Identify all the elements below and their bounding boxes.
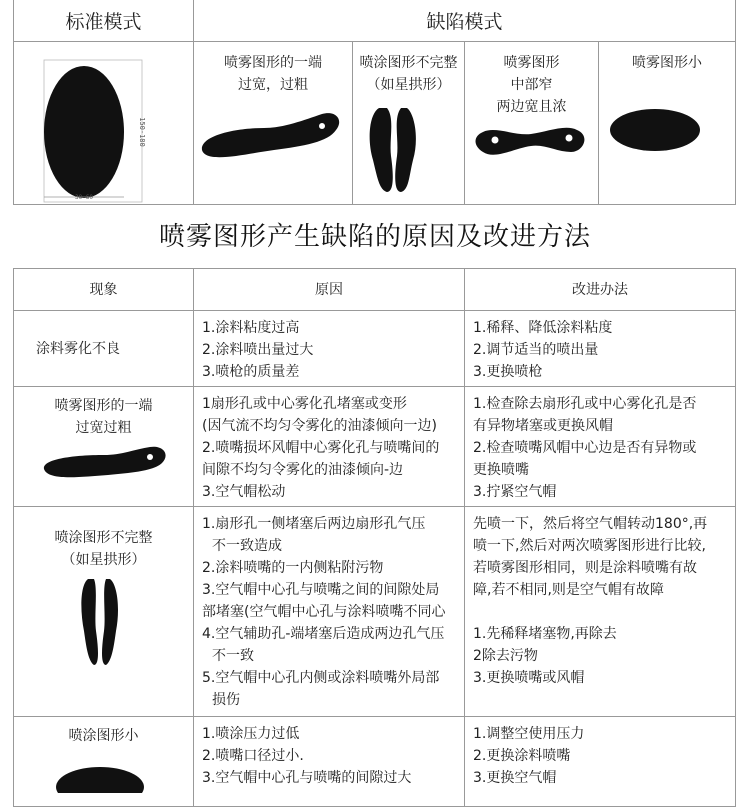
standard-pattern-header: 标准模式 <box>14 0 194 42</box>
fix-cell <box>465 717 736 807</box>
defect-caption-line: 过宽，过粗 <box>238 77 308 93</box>
cause-line: 间隙不均匀令雾化的油漆倾向-边 <box>202 462 404 478</box>
narrow-middle-pattern-illustration <box>465 122 597 162</box>
cause-line: 2.喷嘴口径过小. <box>202 748 304 764</box>
defect-caption-line: 两边宽且浓 <box>496 99 567 115</box>
table-row <box>14 717 736 807</box>
fix-cell <box>465 311 736 387</box>
fix-line: 2.检查喷嘴风帽中心边是否有异物或 <box>473 440 697 456</box>
cause-line: 2.涂料喷出量过大 <box>202 342 314 358</box>
fix-line: 3.拧紧空气帽 <box>473 484 557 500</box>
defect-narrow-middle-cell <box>465 42 599 205</box>
defect-caption-line: 喷涂图形不完整 <box>359 55 458 71</box>
table-row <box>14 507 736 717</box>
cause-line: 3.喷枪的质量差 <box>202 364 300 380</box>
table-row <box>14 387 736 507</box>
cause-cell <box>194 311 465 387</box>
small-pattern-illustration <box>599 100 734 180</box>
standard-pattern-illustration <box>14 42 192 204</box>
defect-cause-table <box>13 268 736 807</box>
fix-line: 更换喷嘴 <box>473 462 529 478</box>
standard-ellipse-shape <box>44 66 124 198</box>
fix-cell <box>465 387 736 507</box>
phenomenon-line: 喷涂图形不完整 <box>54 530 153 546</box>
wide-end-pattern-illustration <box>194 106 352 176</box>
header-phenomenon: 现象 <box>14 269 194 311</box>
incomplete-pattern-illustration <box>14 575 192 671</box>
cause-line: 1扇形孔或中心雾化孔堵塞或变形 <box>202 396 407 412</box>
phenomenon-cell <box>14 717 194 807</box>
table-row <box>14 311 736 387</box>
fix-line: 1.调整空使用压力 <box>473 726 585 742</box>
phenomenon-line: 喷雾图形的一端 <box>54 398 153 414</box>
cause-cell <box>194 387 465 507</box>
cause-cell <box>194 507 465 717</box>
fix-line: 2.更换涂料喷嘴 <box>473 748 571 764</box>
defect-pattern-header: 缺陷模式 <box>194 0 736 42</box>
wide-end-pattern-illustration <box>14 443 192 481</box>
cause-line: 1.涂料粘度过高 <box>202 320 300 336</box>
defect-caption-line: 喷雾图形 <box>503 55 560 71</box>
pattern-comparison-table <box>13 0 736 205</box>
standard-height-label: 150-180 <box>138 117 146 147</box>
fix-line: 2.调节适当的喷出量 <box>473 342 599 358</box>
phenomenon-cell <box>14 311 194 387</box>
standard-width-label: 30-60 <box>74 194 94 201</box>
cause-line: (因气流不均匀令雾化的油漆倾向一边) <box>202 418 437 434</box>
cause-line: 部堵塞(空气帽中心孔与涂料喷嘴不同心 <box>202 604 446 620</box>
cause-line: 1.扇形孔一侧堵塞后两边扇形孔气压 <box>202 516 426 532</box>
cause-line: 3.空气帽松动 <box>202 484 286 500</box>
fix-line: 3.更换空气帽 <box>473 770 557 786</box>
standard-pattern-cell <box>14 42 194 205</box>
defect-incomplete-cell <box>353 42 465 205</box>
defect-caption-line: 中部窄 <box>510 77 553 93</box>
phenomenon-cell <box>14 387 194 507</box>
fix-line: 2除去污物 <box>473 648 538 664</box>
header-fix: 改进办法 <box>465 269 736 311</box>
defect-caption-line: 喷雾图形小 <box>632 55 702 71</box>
cause-line: 4.空气辅助孔-端堵塞后造成两边孔气压 <box>202 626 445 642</box>
cause-line: 不一致造成 <box>212 538 282 554</box>
fix-line: 若喷雾图形相同，则是涂料喷嘴有故 <box>473 560 697 576</box>
phenomenon-line: 喷涂图形小 <box>68 728 139 744</box>
defect-caption-line: （如星拱形） <box>366 77 451 93</box>
defect-small-pattern-cell <box>599 42 736 205</box>
defect-wide-end-cell <box>194 42 353 205</box>
phenomenon-line: 涂料雾化不良 <box>36 340 120 357</box>
cause-line: 不一致 <box>212 648 254 664</box>
fix-spacer <box>473 601 729 623</box>
incomplete-pattern-illustration <box>353 100 463 200</box>
phenomenon-line: 过宽过粗 <box>75 420 132 436</box>
section-title: 喷雾图形产生缺陷的原因及改进方法 <box>158 222 591 252</box>
fix-line: 有异物堵塞或更换风帽 <box>473 418 613 434</box>
defect-caption-line: 喷雾图形的一端 <box>224 55 322 71</box>
cause-line: 3.空气帽中心孔与喷嘴的间隙过大 <box>202 770 412 786</box>
fix-line: 1.先稀释堵塞物,再除去 <box>473 626 617 642</box>
cause-line: 3.空气帽中心孔与喷嘴之间的间隙处局 <box>202 582 440 598</box>
fix-line: 喷一下,然后对两次喷雾图形进行比较, <box>473 538 706 554</box>
fix-line: 1.检查除去扇形孔或中心雾化孔是否 <box>473 396 697 412</box>
fix-line: 3.更换喷嘴或风帽 <box>473 670 585 686</box>
fix-cell <box>465 507 736 717</box>
cause-line: 1.喷涂压力过低 <box>202 726 300 742</box>
small-pattern-illustration <box>14 753 192 793</box>
fix-line: 3.更换喷枪 <box>473 364 543 380</box>
cause-line: 2.涂料喷嘴的一内侧粘附污物 <box>202 560 384 576</box>
cause-line: 损伤 <box>212 692 240 708</box>
fix-line: 1.稀释、降低涂料粘度 <box>473 320 613 336</box>
fix-line: 障,若不相同,则是空气帽有故障 <box>473 582 664 598</box>
phenomenon-line: （如星拱形） <box>61 552 146 568</box>
fix-line: 先喷一下，然后将空气帽转动180°,再 <box>473 516 708 532</box>
cause-line: 2.喷嘴损坏风帽中心雾化孔与喷嘴间的 <box>202 440 440 456</box>
header-cause: 原因 <box>194 269 465 311</box>
phenomenon-cell <box>14 507 194 717</box>
cause-line: 5.空气帽中心孔内侧或涂料喷嘴外局部 <box>202 670 440 686</box>
cause-cell <box>194 717 465 807</box>
